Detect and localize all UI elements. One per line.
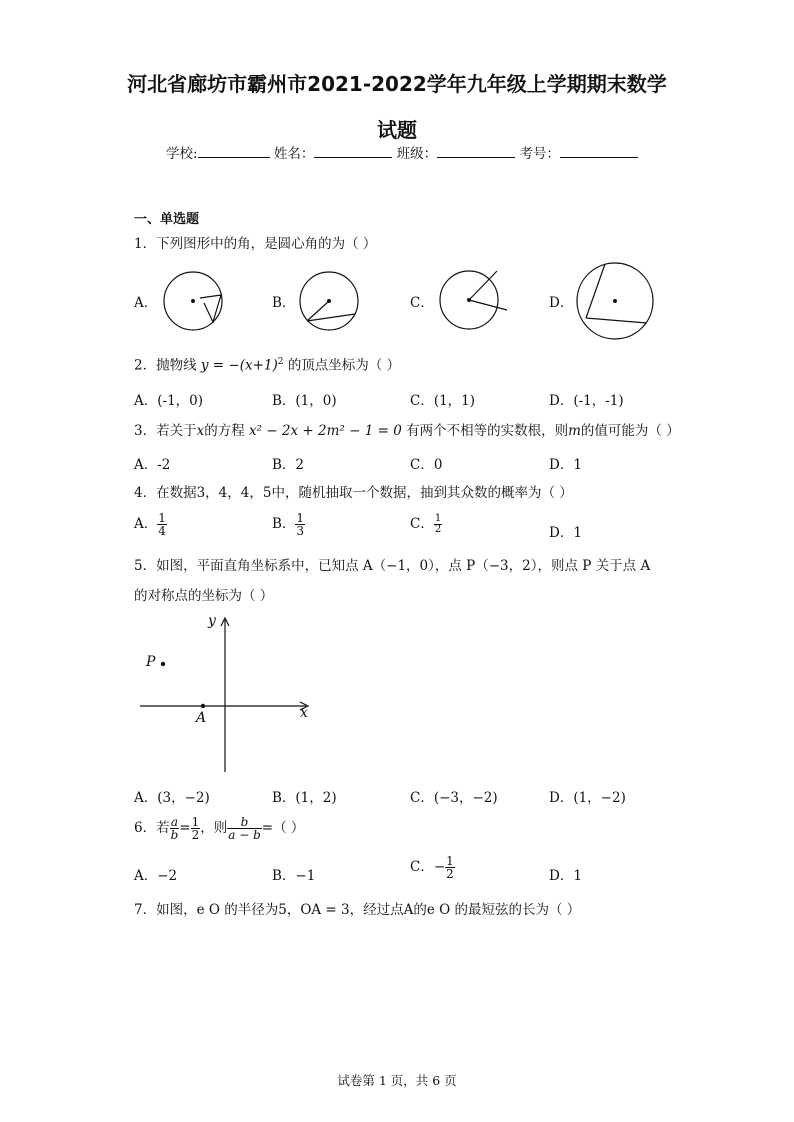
q4-option-a-fraction bbox=[157, 512, 167, 537]
q4-option-c[interactable] bbox=[410, 512, 442, 535]
q6-option-c[interactable] bbox=[410, 855, 455, 880]
q3-post1: 有两个不相等的实数根，则 bbox=[406, 423, 569, 439]
name-label: 姓名： bbox=[273, 146, 315, 162]
q4-option-b-fraction bbox=[295, 512, 305, 537]
q4-option-a-label: A． bbox=[134, 516, 158, 532]
numerator: 1 bbox=[446, 854, 454, 868]
class-field[interactable] bbox=[437, 145, 515, 158]
denominator: b bbox=[170, 828, 179, 842]
q1-option-d[interactable]: D． bbox=[549, 295, 574, 311]
q3-option-c[interactable]: C．0 bbox=[410, 457, 443, 473]
q4-option-b-label: B． bbox=[272, 516, 296, 532]
q5-option-c[interactable]: C．(−3，−2) bbox=[410, 790, 498, 806]
q6-equals: = bbox=[179, 820, 191, 836]
q4-option-d[interactable]: D．1 bbox=[549, 525, 582, 541]
q3-option-d[interactable]: D．1 bbox=[549, 457, 582, 473]
q5-point-p-label: P bbox=[146, 654, 156, 670]
q5-coordinate-figure bbox=[134, 612, 324, 777]
q6-option-b[interactable]: B．−1 bbox=[272, 868, 316, 884]
q5-x-axis-label: x bbox=[300, 705, 308, 721]
q6-fraction-a-over-b bbox=[170, 816, 180, 841]
q4-option-a[interactable] bbox=[134, 512, 167, 537]
denominator: 3 bbox=[296, 524, 305, 538]
q2-option-d[interactable]: D．(-1，-1) bbox=[549, 393, 624, 409]
q3-formula: x² − 2x + 2m² − 1 = 0 bbox=[249, 423, 402, 439]
q5-point-a-label: A bbox=[196, 710, 207, 726]
numerator: 1 bbox=[191, 815, 200, 829]
numerator: 1 bbox=[158, 511, 166, 525]
school-label: 学校: bbox=[166, 146, 198, 162]
q6-option-c-label: C．− bbox=[410, 859, 446, 875]
q6-option-a[interactable]: A．−2 bbox=[134, 868, 178, 884]
q5-y-axis-label: y bbox=[208, 613, 216, 629]
q2-formula: y = −(x+1) bbox=[200, 357, 278, 374]
q5-option-a[interactable]: A．(3，−2) bbox=[134, 790, 210, 806]
q1-option-c[interactable]: C． bbox=[410, 295, 434, 311]
denominator: a − b bbox=[228, 828, 261, 842]
q6-option-c-fraction bbox=[445, 855, 455, 880]
q6-pre: 6．若 bbox=[134, 820, 170, 836]
question-3-stem bbox=[134, 422, 680, 440]
question-5-line1: 5．如图，平面直角坐标系中，已知点 A（−1，0），点 P（−3，2），则点 P 关于点 A bbox=[134, 558, 651, 574]
section-heading: 一、单选题 bbox=[134, 212, 200, 227]
denominator: 2 bbox=[434, 524, 442, 535]
q1-figure-c bbox=[437, 268, 509, 336]
question-1-stem: 1．下列图形中的角，是圆心角的为（ ） bbox=[134, 236, 377, 252]
question-2-stem bbox=[134, 353, 400, 375]
q3-option-a[interactable]: A．-2 bbox=[134, 457, 171, 473]
q3-var-m: m bbox=[568, 423, 581, 439]
denominator: 4 bbox=[158, 524, 166, 538]
q4-option-c-fraction bbox=[434, 514, 442, 535]
numerator: 1 bbox=[296, 511, 305, 525]
q1-option-b[interactable]: B． bbox=[272, 295, 296, 311]
q3-mid: 的方程 bbox=[204, 423, 245, 439]
q2-option-c[interactable]: C．(1，1) bbox=[410, 393, 476, 409]
class-label: 班级： bbox=[396, 146, 438, 162]
q6-post: =（ ） bbox=[261, 820, 305, 836]
student-info bbox=[166, 145, 638, 163]
page-footer: 试卷第 1 页，共 6 页 bbox=[337, 1073, 457, 1088]
q1-figure-a bbox=[162, 270, 228, 336]
q4-option-c-label: C． bbox=[410, 516, 434, 532]
school-field[interactable] bbox=[198, 145, 270, 158]
question-6-stem bbox=[134, 816, 304, 841]
page-title-line2: 试题 bbox=[377, 118, 417, 142]
page-title: 河北省廊坊市霸州市2021-2022学年九年级上学期期末数学 bbox=[127, 72, 667, 96]
q6-fraction-target bbox=[227, 816, 262, 841]
q2-post: 的顶点坐标为（ ） bbox=[287, 357, 401, 374]
numerator: b bbox=[227, 816, 262, 829]
q1-figure-b bbox=[297, 270, 363, 336]
q1-option-a[interactable]: A． bbox=[134, 295, 158, 311]
denominator: 2 bbox=[446, 867, 454, 881]
q3-var-x: x bbox=[196, 423, 205, 439]
numerator: 1 bbox=[434, 513, 442, 524]
q5-option-d[interactable]: D．(1，−2) bbox=[549, 790, 626, 806]
q6-fraction-one-half bbox=[191, 816, 201, 841]
question-4-stem: 4．在数据3，4，4，5中，随机抽取一个数据，抽到其众数的概率为（ ） bbox=[134, 485, 573, 501]
question-5-line2: 的对称点的坐标为（ ） bbox=[134, 588, 274, 604]
q3-post2: 的值可能为（ ） bbox=[580, 423, 680, 439]
denominator: 2 bbox=[191, 828, 200, 842]
question-7-stem: 7．如图，e O 的半径为5，OA = 3，经过点A的e O 的最短弦的长为（ ） bbox=[134, 902, 581, 918]
q2-exponent: 2 bbox=[277, 357, 284, 367]
q2-pre: 2．抛物线 bbox=[134, 357, 197, 374]
q1-figure-d bbox=[573, 263, 657, 343]
q6-option-d[interactable]: D．1 bbox=[549, 868, 582, 884]
q2-option-a[interactable]: A．(-1，0) bbox=[134, 393, 204, 409]
numerator: a bbox=[170, 815, 179, 829]
q4-option-b[interactable] bbox=[272, 512, 305, 537]
name-field[interactable] bbox=[314, 145, 392, 158]
q2-option-b[interactable]: B．(1，0) bbox=[272, 393, 337, 409]
exam-number-label: 考号： bbox=[519, 146, 560, 162]
q3-pre: 3．若关于 bbox=[134, 423, 197, 439]
q5-option-b[interactable]: B．(1，2) bbox=[272, 790, 337, 806]
q6-mid: ，则 bbox=[200, 820, 228, 836]
exam-number-field[interactable] bbox=[560, 145, 638, 158]
q3-option-b[interactable]: B．2 bbox=[272, 457, 305, 473]
